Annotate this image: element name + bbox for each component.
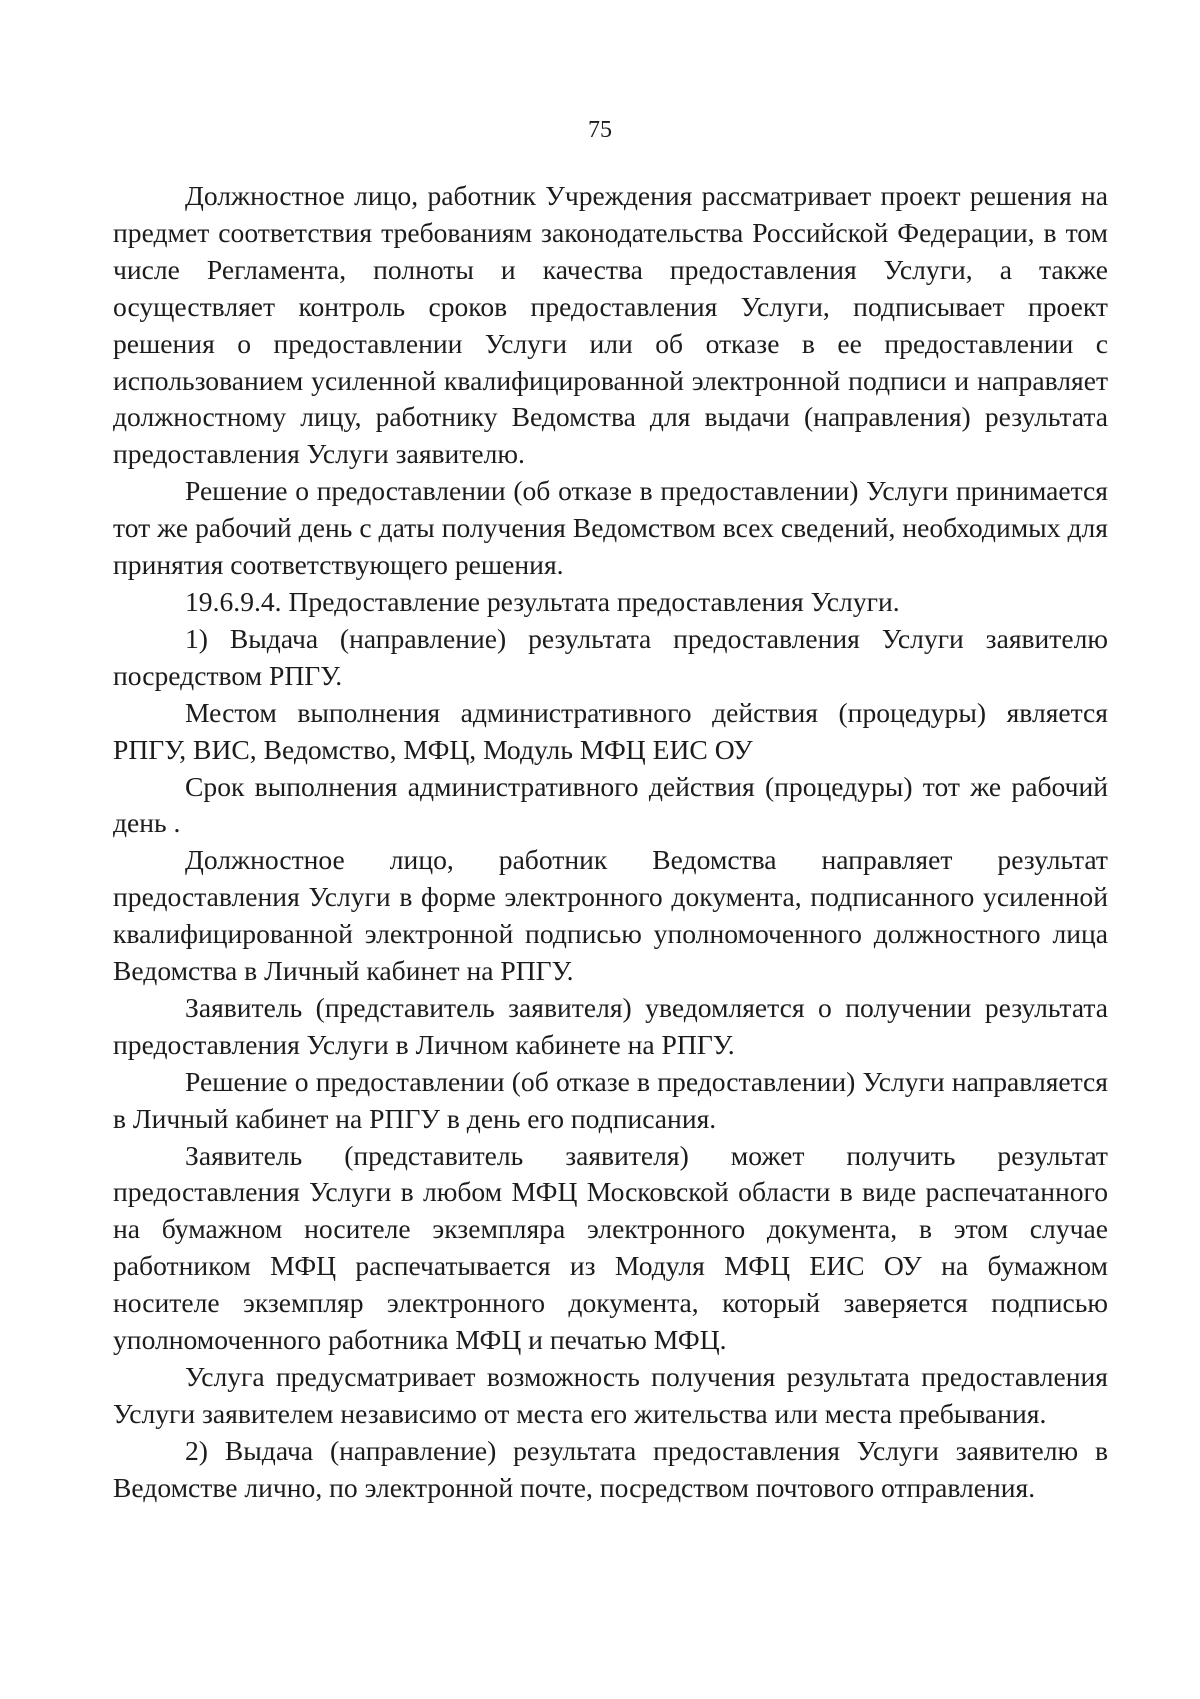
paragraph-result-sent-to-cabinet: Должностное лицо, работник Ведомства направляет результат предоставления Услуги в форме электронного документа, подписанного усиленной квалифицированной электронной подписью уполномоченного должностного лица Ведомства в Личный кабинет на РПГУ. <box>113 844 1108 987</box>
list-item-2-agency-delivery: 2) Выдача (направление) результата предоставления Услуги заявителю в Ведомстве лично, по электронной почте, посредством почтового отправления. <box>113 1434 1108 1503</box>
paragraph-decision-timing: Решение о предоставлении (об отказе в предоставлении) Услуги принимается тот же рабочий день с даты получения Ведомством всех сведений, необходимых для принятия соответствующего решения. <box>113 475 1108 581</box>
paragraph-decision-sent-same-day: Решение о предоставлении (об отказе в предоставлении) Услуги направляется в Личный кабинет на РПГУ в день его подписания. <box>113 1065 1108 1134</box>
list-item-1-rpgu-delivery: 1) Выдача (направление) результата предоставления Услуги заявителю посредством РПГУ. <box>113 622 1108 691</box>
paragraph-extraterritorial: Услуга предусматривает возможность получения результата предоставления Услуги заявителем независимо от места его жительства или места пребывания. <box>113 1361 1108 1429</box>
document-body <box>113 178 1108 1507</box>
paragraph-place-of-execution: Местом выполнения административного действия (процедуры) является РПГУ, ВИС, Ведомство, МФЦ, Модуль МФЦ ЕИС ОУ <box>113 696 1108 765</box>
paragraph-execution-term: Срок выполнения административного действия (процедуры) тот же рабочий день . <box>113 770 1108 839</box>
section-heading-19-6-9-4: 19.6.9.4. Предоставление результата предоставления Услуги. <box>185 585 900 617</box>
paragraph-official-review: Должностное лицо, работник Учреждения рассматривает проект решения на предмет соответствия требованиям законодательства Российской Федерации, в том числе Регламента, полноты и качества предоставления Услуги, а также осуществляет контроль сроков предоставления Услуги, подписывает проект решения о предоставлении Услуги или об отказе в ее предоставлении с использованием усиленной квалифицированной электронной подписи и направляет должностному лицу, работнику Ведомства для выдачи (направления) результата предоставления Услуги заявителю. <box>113 180 1108 470</box>
page-number: 75 <box>588 117 612 143</box>
paragraph-applicant-notified: Заявитель (представитель заявителя) уведомляется о получении результата предоставления Услуги в Личном кабинете на РПГУ. <box>113 991 1108 1060</box>
paragraph-mfc-printout: Заявитель (представитель заявителя) может получить результат предоставления Услуги в любом МФЦ Московской области в виде распечатанного на бумажном носителе экземпляра электронного документа, в этом случае работником МФЦ распечатывается из Модуля МФЦ ЕИС ОУ на бумажном носителе экземпляр электронного документа, который заверяется подписью уполномоченного работника МФЦ и печатью МФЦ. <box>113 1139 1108 1356</box>
